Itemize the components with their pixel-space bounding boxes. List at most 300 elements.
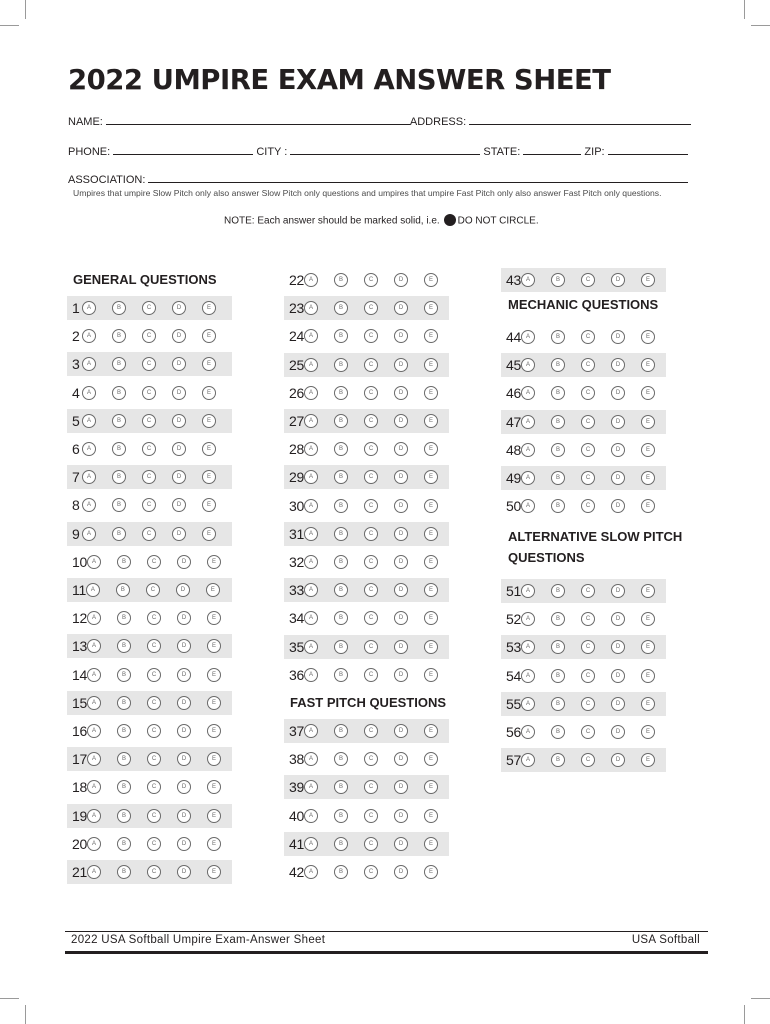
answer-bubble-a[interactable]: A bbox=[304, 301, 318, 315]
answer-bubble-c[interactable]: C bbox=[581, 669, 595, 683]
answer-bubble-b[interactable]: B bbox=[334, 301, 348, 315]
answer-bubble-d[interactable]: D bbox=[394, 555, 408, 569]
answer-bubble-c[interactable]: C bbox=[364, 724, 378, 738]
answer-bubble-d[interactable]: D bbox=[611, 415, 625, 429]
answer-bubble-a[interactable]: A bbox=[304, 527, 318, 541]
answer-bubble-c[interactable]: C bbox=[581, 415, 595, 429]
answer-bubble-e[interactable]: E bbox=[641, 640, 655, 654]
answer-bubble-d[interactable]: D bbox=[394, 499, 408, 513]
answer-bubble-c[interactable]: C bbox=[364, 865, 378, 879]
answer-bubble-a[interactable]: A bbox=[82, 386, 96, 400]
answer-bubble-a[interactable]: A bbox=[82, 442, 96, 456]
answer-bubble-e[interactable]: E bbox=[641, 358, 655, 372]
answer-bubble-b[interactable]: B bbox=[551, 697, 565, 711]
answer-bubble-e[interactable]: E bbox=[424, 442, 438, 456]
answer-bubble-b[interactable]: B bbox=[334, 809, 348, 823]
answer-bubble-c[interactable]: C bbox=[142, 470, 156, 484]
answer-bubble-e[interactable]: E bbox=[207, 752, 221, 766]
answer-bubble-e[interactable]: E bbox=[424, 499, 438, 513]
answer-bubble-e[interactable]: E bbox=[641, 725, 655, 739]
answer-bubble-d[interactable]: D bbox=[394, 358, 408, 372]
answer-bubble-b[interactable]: B bbox=[112, 386, 126, 400]
answer-bubble-d[interactable]: D bbox=[394, 780, 408, 794]
answer-bubble-e[interactable]: E bbox=[424, 273, 438, 287]
answer-bubble-d[interactable]: D bbox=[611, 499, 625, 513]
answer-bubble-b[interactable]: B bbox=[117, 837, 131, 851]
answer-bubble-a[interactable]: A bbox=[521, 330, 535, 344]
answer-bubble-d[interactable]: D bbox=[394, 865, 408, 879]
answer-bubble-a[interactable]: A bbox=[87, 668, 101, 682]
answer-bubble-a[interactable]: A bbox=[304, 273, 318, 287]
answer-bubble-e[interactable]: E bbox=[641, 669, 655, 683]
answer-bubble-d[interactable]: D bbox=[394, 301, 408, 315]
answer-bubble-d[interactable]: D bbox=[172, 386, 186, 400]
answer-bubble-e[interactable]: E bbox=[424, 640, 438, 654]
answer-bubble-d[interactable]: D bbox=[177, 752, 191, 766]
answer-bubble-b[interactable]: B bbox=[551, 725, 565, 739]
answer-bubble-c[interactable]: C bbox=[147, 865, 161, 879]
answer-bubble-b[interactable]: B bbox=[334, 499, 348, 513]
answer-bubble-e[interactable]: E bbox=[424, 752, 438, 766]
answer-bubble-a[interactable]: A bbox=[521, 471, 535, 485]
answer-bubble-e[interactable]: E bbox=[202, 442, 216, 456]
answer-bubble-c[interactable]: C bbox=[142, 357, 156, 371]
footer-title: 2022 USA Softball Umpire Exam-Answer Sheet bbox=[71, 934, 326, 946]
answer-bubble-b[interactable]: B bbox=[334, 386, 348, 400]
name-field[interactable] bbox=[106, 115, 410, 125]
answer-bubble-a[interactable]: A bbox=[521, 584, 535, 598]
answer-bubble-d[interactable]: D bbox=[394, 527, 408, 541]
answer-bubble-d[interactable]: D bbox=[177, 724, 191, 738]
answer-bubble-c[interactable]: C bbox=[364, 358, 378, 372]
answer-bubble-e[interactable]: E bbox=[202, 414, 216, 428]
answer-bubble-c[interactable]: C bbox=[581, 386, 595, 400]
answer-bubble-a[interactable]: A bbox=[304, 640, 318, 654]
answer-bubble-c[interactable]: C bbox=[142, 442, 156, 456]
answer-bubble-b[interactable]: B bbox=[551, 640, 565, 654]
answer-bubble-b[interactable]: B bbox=[551, 584, 565, 598]
answer-bubble-d[interactable]: D bbox=[172, 357, 186, 371]
answer-bubble-b[interactable]: B bbox=[551, 669, 565, 683]
answer-bubble-e[interactable]: E bbox=[202, 301, 216, 315]
answer-bubble-c[interactable]: C bbox=[581, 753, 595, 767]
answer-bubble-c[interactable]: C bbox=[147, 780, 161, 794]
answer-bubble-d[interactable]: D bbox=[611, 330, 625, 344]
answer-bubble-d[interactable]: D bbox=[177, 780, 191, 794]
phone-field[interactable] bbox=[113, 145, 253, 155]
answer-bubble-e[interactable]: E bbox=[207, 809, 221, 823]
answer-bubble-c[interactable]: C bbox=[364, 442, 378, 456]
answer-bubble-d[interactable]: D bbox=[172, 329, 186, 343]
question-row-48 bbox=[501, 438, 666, 462]
answer-bubble-a[interactable]: A bbox=[87, 724, 101, 738]
answer-bubble-d[interactable]: D bbox=[394, 583, 408, 597]
answer-bubble-c[interactable]: C bbox=[142, 527, 156, 541]
answer-bubble-b[interactable]: B bbox=[117, 639, 131, 653]
answer-bubble-b[interactable]: B bbox=[551, 358, 565, 372]
answer-bubble-b[interactable]: B bbox=[334, 668, 348, 682]
answer-bubble-a[interactable]: A bbox=[521, 753, 535, 767]
answer-bubble-e[interactable]: E bbox=[641, 415, 655, 429]
answer-bubble-e[interactable]: E bbox=[424, 724, 438, 738]
answer-bubble-a[interactable]: A bbox=[521, 443, 535, 457]
answer-bubble-b[interactable]: B bbox=[117, 752, 131, 766]
answer-bubble-e[interactable]: E bbox=[641, 471, 655, 485]
answer-bubble-c[interactable]: C bbox=[581, 443, 595, 457]
section-fast-pitch-questions: FAST PITCH QUESTIONS bbox=[290, 695, 447, 710]
answer-bubble-c[interactable]: C bbox=[364, 301, 378, 315]
answer-bubble-b[interactable]: B bbox=[551, 273, 565, 287]
answer-bubble-e[interactable]: E bbox=[424, 583, 438, 597]
answer-bubble-d[interactable]: D bbox=[172, 498, 186, 512]
answer-bubble-c[interactable]: C bbox=[581, 471, 595, 485]
answer-bubble-e[interactable]: E bbox=[207, 555, 221, 569]
answer-bubble-a[interactable]: A bbox=[521, 386, 535, 400]
answer-bubble-e[interactable]: E bbox=[641, 386, 655, 400]
answer-bubble-d[interactable]: D bbox=[611, 584, 625, 598]
answer-bubble-b[interactable]: B bbox=[334, 752, 348, 766]
answer-bubble-d[interactable]: D bbox=[177, 837, 191, 851]
state-field[interactable] bbox=[523, 145, 581, 155]
answer-bubble-e[interactable]: E bbox=[424, 668, 438, 682]
answer-bubble-a[interactable]: A bbox=[87, 639, 101, 653]
answer-bubble-a[interactable]: A bbox=[87, 555, 101, 569]
answer-bubble-c[interactable]: C bbox=[147, 752, 161, 766]
answer-bubble-a[interactable]: A bbox=[82, 301, 96, 315]
answer-bubble-c[interactable]: C bbox=[364, 499, 378, 513]
answer-bubble-c[interactable]: C bbox=[581, 697, 595, 711]
answer-bubble-b[interactable]: B bbox=[117, 611, 131, 625]
answer-bubble-d[interactable]: D bbox=[611, 697, 625, 711]
association-field[interactable] bbox=[148, 173, 688, 183]
answer-bubble-a[interactable]: A bbox=[82, 329, 96, 343]
answer-bubble-c[interactable]: C bbox=[581, 612, 595, 626]
answer-bubble-d[interactable]: D bbox=[177, 696, 191, 710]
answer-bubble-b[interactable]: B bbox=[551, 443, 565, 457]
answer-bubble-c[interactable]: C bbox=[142, 414, 156, 428]
answer-bubble-c[interactable]: C bbox=[581, 725, 595, 739]
answer-bubble-a[interactable]: A bbox=[86, 583, 100, 597]
answer-bubble-e[interactable]: E bbox=[207, 668, 221, 682]
answer-bubble-c[interactable]: C bbox=[364, 611, 378, 625]
answer-bubble-c[interactable]: C bbox=[147, 611, 161, 625]
answer-bubble-e[interactable]: E bbox=[424, 329, 438, 343]
answer-bubble-d[interactable]: D bbox=[394, 611, 408, 625]
answer-bubble-a[interactable]: A bbox=[304, 386, 318, 400]
answer-bubble-d[interactable]: D bbox=[611, 358, 625, 372]
answer-bubble-a[interactable]: A bbox=[87, 837, 101, 851]
answer-bubble-d[interactable]: D bbox=[172, 414, 186, 428]
answer-bubble-b[interactable]: B bbox=[334, 470, 348, 484]
answer-bubble-c[interactable]: C bbox=[364, 640, 378, 654]
answer-bubble-d[interactable]: D bbox=[611, 273, 625, 287]
answer-bubble-a[interactable]: A bbox=[82, 498, 96, 512]
answer-bubble-a[interactable]: A bbox=[87, 865, 101, 879]
answer-bubble-c[interactable]: C bbox=[146, 583, 160, 597]
answer-bubble-d[interactable]: D bbox=[611, 640, 625, 654]
answer-bubble-b[interactable]: B bbox=[117, 555, 131, 569]
question-row-44 bbox=[501, 325, 666, 349]
answer-bubble-b[interactable]: B bbox=[334, 414, 348, 428]
answer-bubble-d[interactable]: D bbox=[176, 583, 190, 597]
answer-bubble-c[interactable]: C bbox=[147, 724, 161, 738]
answer-bubble-b[interactable]: B bbox=[334, 358, 348, 372]
answer-bubble-e[interactable]: E bbox=[641, 697, 655, 711]
answer-bubble-a[interactable]: A bbox=[304, 724, 318, 738]
answer-choices bbox=[304, 724, 454, 738]
answer-bubble-b[interactable]: B bbox=[334, 527, 348, 541]
answer-bubble-b[interactable]: B bbox=[112, 527, 126, 541]
answer-bubble-c[interactable]: C bbox=[142, 386, 156, 400]
answer-bubble-d[interactable]: D bbox=[177, 611, 191, 625]
answer-bubble-b[interactable]: B bbox=[334, 837, 348, 851]
answer-bubble-d[interactable]: D bbox=[394, 837, 408, 851]
answer-bubble-a[interactable]: A bbox=[304, 499, 318, 513]
answer-bubble-e[interactable]: E bbox=[424, 470, 438, 484]
answer-bubble-a[interactable]: A bbox=[304, 752, 318, 766]
answer-bubble-e[interactable]: E bbox=[641, 612, 655, 626]
answer-bubble-c[interactable]: C bbox=[364, 555, 378, 569]
answer-bubble-a[interactable]: A bbox=[304, 358, 318, 372]
answer-bubble-e[interactable]: E bbox=[202, 357, 216, 371]
answer-bubble-d[interactable]: D bbox=[177, 809, 191, 823]
answer-bubble-a[interactable]: A bbox=[82, 527, 96, 541]
answer-bubble-c[interactable]: C bbox=[581, 499, 595, 513]
answer-bubble-a[interactable]: A bbox=[521, 669, 535, 683]
answer-bubble-a[interactable]: A bbox=[87, 611, 101, 625]
answer-bubble-a[interactable]: A bbox=[82, 357, 96, 371]
answer-bubble-a[interactable]: A bbox=[521, 358, 535, 372]
answer-bubble-a[interactable]: A bbox=[304, 329, 318, 343]
answer-bubble-d[interactable]: D bbox=[394, 386, 408, 400]
answer-bubble-e[interactable]: E bbox=[641, 753, 655, 767]
answer-bubble-b[interactable]: B bbox=[551, 753, 565, 767]
answer-bubble-b[interactable]: B bbox=[117, 865, 131, 879]
answer-bubble-e[interactable]: E bbox=[424, 358, 438, 372]
answer-bubble-a[interactable]: A bbox=[521, 725, 535, 739]
answer-bubble-d[interactable]: D bbox=[611, 753, 625, 767]
answer-bubble-b[interactable]: B bbox=[334, 640, 348, 654]
answer-bubble-b[interactable]: B bbox=[117, 780, 131, 794]
answer-bubble-d[interactable]: D bbox=[394, 809, 408, 823]
answer-bubble-e[interactable]: E bbox=[202, 386, 216, 400]
answer-bubble-c[interactable]: C bbox=[147, 837, 161, 851]
answer-bubble-b[interactable]: B bbox=[334, 329, 348, 343]
answer-bubble-b[interactable]: B bbox=[334, 555, 348, 569]
answer-bubble-c[interactable]: C bbox=[581, 584, 595, 598]
zip-field[interactable] bbox=[608, 145, 688, 155]
answer-bubble-a[interactable]: A bbox=[304, 470, 318, 484]
answer-bubble-c[interactable]: C bbox=[147, 639, 161, 653]
answer-bubble-d[interactable]: D bbox=[177, 668, 191, 682]
answer-bubble-c[interactable]: C bbox=[581, 273, 595, 287]
answer-bubble-e[interactable]: E bbox=[202, 470, 216, 484]
answer-bubble-a[interactable]: A bbox=[521, 499, 535, 513]
answer-bubble-d[interactable]: D bbox=[394, 414, 408, 428]
answer-bubble-a[interactable]: A bbox=[521, 697, 535, 711]
answer-bubble-c[interactable]: C bbox=[142, 329, 156, 343]
answer-bubble-e[interactable]: E bbox=[207, 696, 221, 710]
answer-bubble-b[interactable]: B bbox=[334, 780, 348, 794]
answer-bubble-d[interactable]: D bbox=[177, 555, 191, 569]
answer-bubble-c[interactable]: C bbox=[147, 696, 161, 710]
answer-bubble-b[interactable]: B bbox=[551, 330, 565, 344]
address-field[interactable] bbox=[469, 115, 691, 125]
answer-bubble-e[interactable]: E bbox=[641, 584, 655, 598]
answer-bubble-c[interactable]: C bbox=[142, 498, 156, 512]
answer-bubble-e[interactable]: E bbox=[641, 273, 655, 287]
answer-bubble-e[interactable]: E bbox=[207, 639, 221, 653]
answer-bubble-d[interactable]: D bbox=[172, 470, 186, 484]
answer-bubble-e[interactable]: E bbox=[207, 724, 221, 738]
answer-bubble-b[interactable]: B bbox=[116, 583, 130, 597]
answer-bubble-c[interactable]: C bbox=[364, 583, 378, 597]
answer-bubble-a[interactable]: A bbox=[521, 415, 535, 429]
answer-bubble-b[interactable]: B bbox=[551, 386, 565, 400]
answer-bubble-e[interactable]: E bbox=[424, 837, 438, 851]
answer-bubble-e[interactable]: E bbox=[424, 809, 438, 823]
answer-bubble-b[interactable]: B bbox=[117, 668, 131, 682]
answer-bubble-c[interactable]: C bbox=[364, 470, 378, 484]
question-row-36 bbox=[284, 663, 449, 687]
answer-bubble-e[interactable]: E bbox=[424, 386, 438, 400]
answer-bubble-e[interactable]: E bbox=[641, 330, 655, 344]
answer-bubble-d[interactable]: D bbox=[177, 639, 191, 653]
answer-bubble-d[interactable]: D bbox=[394, 329, 408, 343]
answer-bubble-a[interactable]: A bbox=[304, 583, 318, 597]
answer-bubble-a[interactable]: A bbox=[87, 809, 101, 823]
answer-bubble-a[interactable]: A bbox=[521, 273, 535, 287]
answer-bubble-b[interactable]: B bbox=[112, 301, 126, 315]
answer-bubble-c[interactable]: C bbox=[364, 809, 378, 823]
answer-bubble-d[interactable]: D bbox=[394, 442, 408, 456]
answer-bubble-e[interactable]: E bbox=[207, 837, 221, 851]
answer-bubble-d[interactable]: D bbox=[611, 612, 625, 626]
answer-bubble-c[interactable]: C bbox=[147, 555, 161, 569]
answer-bubble-d[interactable]: D bbox=[611, 669, 625, 683]
answer-bubble-c[interactable]: C bbox=[364, 780, 378, 794]
answer-bubble-d[interactable]: D bbox=[394, 752, 408, 766]
answer-bubble-a[interactable]: A bbox=[521, 612, 535, 626]
answer-bubble-a[interactable]: A bbox=[304, 809, 318, 823]
answer-bubble-a[interactable]: A bbox=[87, 752, 101, 766]
answer-bubble-b[interactable]: B bbox=[334, 442, 348, 456]
answer-bubble-b[interactable]: B bbox=[117, 809, 131, 823]
answer-bubble-d[interactable]: D bbox=[394, 470, 408, 484]
answer-bubble-d[interactable]: D bbox=[611, 386, 625, 400]
answer-bubble-b[interactable]: B bbox=[551, 499, 565, 513]
answer-bubble-a[interactable]: A bbox=[304, 837, 318, 851]
answer-bubble-e[interactable]: E bbox=[207, 780, 221, 794]
answer-bubble-b[interactable]: B bbox=[551, 471, 565, 485]
answer-bubble-c[interactable]: C bbox=[364, 329, 378, 343]
answer-bubble-b[interactable]: B bbox=[112, 357, 126, 371]
answer-bubble-d[interactable]: D bbox=[172, 301, 186, 315]
answer-bubble-e[interactable]: E bbox=[202, 527, 216, 541]
answer-bubble-a[interactable]: A bbox=[521, 640, 535, 654]
answer-bubble-c[interactable]: C bbox=[364, 668, 378, 682]
answer-bubble-c[interactable]: C bbox=[364, 752, 378, 766]
answer-bubble-c[interactable]: C bbox=[364, 527, 378, 541]
answer-bubble-e[interactable]: E bbox=[202, 498, 216, 512]
answer-bubble-b[interactable]: B bbox=[112, 414, 126, 428]
answer-bubble-d[interactable]: D bbox=[172, 442, 186, 456]
answer-bubble-b[interactable]: B bbox=[112, 329, 126, 343]
answer-bubble-b[interactable]: B bbox=[551, 612, 565, 626]
answer-bubble-b[interactable]: B bbox=[334, 273, 348, 287]
answer-bubble-a[interactable]: A bbox=[304, 555, 318, 569]
answer-bubble-c[interactable]: C bbox=[581, 330, 595, 344]
answer-bubble-c[interactable]: C bbox=[147, 668, 161, 682]
answer-bubble-d[interactable]: D bbox=[611, 443, 625, 457]
answer-bubble-b[interactable]: B bbox=[334, 724, 348, 738]
answer-bubble-a[interactable]: A bbox=[304, 414, 318, 428]
answer-bubble-c[interactable]: C bbox=[364, 414, 378, 428]
answer-bubble-a[interactable]: A bbox=[304, 611, 318, 625]
answer-bubble-d[interactable]: D bbox=[394, 724, 408, 738]
answer-bubble-e[interactable]: E bbox=[424, 780, 438, 794]
answer-bubble-a[interactable]: A bbox=[87, 696, 101, 710]
answer-bubble-e[interactable]: E bbox=[207, 611, 221, 625]
answer-bubble-c[interactable]: C bbox=[581, 358, 595, 372]
answer-bubble-a[interactable]: A bbox=[82, 414, 96, 428]
answer-bubble-d[interactable]: D bbox=[394, 273, 408, 287]
answer-bubble-a[interactable]: A bbox=[304, 668, 318, 682]
answer-bubble-c[interactable]: C bbox=[581, 640, 595, 654]
answer-bubble-e[interactable]: E bbox=[424, 301, 438, 315]
answer-bubble-b[interactable]: B bbox=[551, 415, 565, 429]
answer-bubble-d[interactable]: D bbox=[177, 865, 191, 879]
answer-bubble-e[interactable]: E bbox=[424, 414, 438, 428]
answer-bubble-b[interactable]: B bbox=[117, 696, 131, 710]
answer-bubble-b[interactable]: B bbox=[112, 498, 126, 512]
answer-bubble-b[interactable]: B bbox=[117, 724, 131, 738]
answer-bubble-e[interactable]: E bbox=[424, 555, 438, 569]
answer-bubble-a[interactable]: A bbox=[82, 470, 96, 484]
city-field[interactable] bbox=[290, 145, 480, 155]
answer-bubble-b[interactable]: B bbox=[334, 611, 348, 625]
answer-bubble-e[interactable]: E bbox=[641, 499, 655, 513]
answer-bubble-c[interactable]: C bbox=[364, 386, 378, 400]
answer-bubble-a[interactable]: A bbox=[304, 865, 318, 879]
answer-bubble-d[interactable]: D bbox=[611, 471, 625, 485]
answer-bubble-b[interactable]: B bbox=[334, 865, 348, 879]
answer-bubble-b[interactable]: B bbox=[112, 442, 126, 456]
answer-bubble-c[interactable]: C bbox=[364, 837, 378, 851]
answer-bubble-c[interactable]: C bbox=[364, 273, 378, 287]
answer-bubble-e[interactable]: E bbox=[424, 865, 438, 879]
answer-bubble-c[interactable]: C bbox=[147, 809, 161, 823]
answer-bubble-e[interactable]: E bbox=[206, 583, 220, 597]
answer-bubble-e[interactable]: E bbox=[207, 865, 221, 879]
question-number: 3 bbox=[72, 356, 80, 373]
answer-bubble-a[interactable]: A bbox=[87, 780, 101, 794]
question-number: 28 bbox=[289, 441, 304, 458]
answer-bubble-a[interactable]: A bbox=[304, 442, 318, 456]
answer-bubble-d[interactable]: D bbox=[172, 527, 186, 541]
answer-bubble-e[interactable]: E bbox=[202, 329, 216, 343]
answer-bubble-b[interactable]: B bbox=[334, 583, 348, 597]
answer-bubble-e[interactable]: E bbox=[424, 527, 438, 541]
answer-bubble-d[interactable]: D bbox=[611, 725, 625, 739]
answer-bubble-e[interactable]: E bbox=[641, 443, 655, 457]
answer-bubble-b[interactable]: B bbox=[112, 470, 126, 484]
answer-bubble-d[interactable]: D bbox=[394, 640, 408, 654]
answer-bubble-a[interactable]: A bbox=[304, 780, 318, 794]
answer-bubble-d[interactable]: D bbox=[394, 668, 408, 682]
answer-bubble-e[interactable]: E bbox=[424, 611, 438, 625]
answer-bubble-c[interactable]: C bbox=[142, 301, 156, 315]
